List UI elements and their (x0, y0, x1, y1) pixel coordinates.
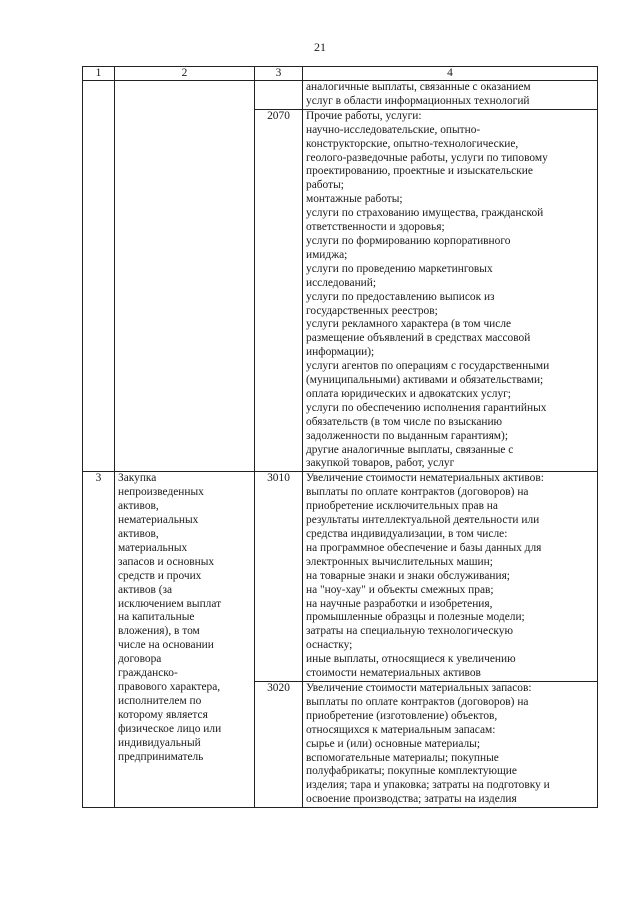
header-col-2: 2 (115, 67, 255, 81)
text-line: освоение производства; затраты на изделия (306, 793, 517, 806)
text-line: Увеличение стоимости нематериальных активов: (306, 472, 544, 485)
text-line: имиджа; (306, 248, 348, 261)
text-line: на капитальные (118, 611, 195, 624)
table-row-continuation (83, 81, 598, 110)
text-line: обязательств (в том числе по взысканию (306, 415, 503, 428)
text-line: на программное обеспечение и базы данных для (306, 541, 542, 554)
text-line: активов (за (118, 583, 173, 596)
text-line: на научные разработки и изобретения, (306, 597, 493, 610)
text-line: научно-исследовательские, опытно- (306, 123, 481, 136)
text-line: активов, (118, 500, 159, 513)
text-line: услуги по проведению маркетинговых (306, 262, 493, 275)
text-line: услуги по страхованию имущества, гражданской (306, 207, 544, 220)
text-line: результаты интеллектуальной деятельности или (306, 514, 540, 527)
text-line: которому является (118, 708, 208, 721)
text-line: приобретение (изготовление) объектов, (306, 709, 498, 722)
text-line: задолженности по выданным гарантиям); (306, 429, 508, 442)
text-line: затраты на специальную технологическую (306, 625, 513, 638)
text-line: стоимости нематериальных активов (306, 667, 481, 680)
text-line: средств и прочих (118, 569, 202, 582)
text-line: Увеличение стоимости материальных запасов: (306, 681, 532, 694)
text-line: правового характера, (118, 680, 221, 693)
text-line: относящихся к материальным запасам: (306, 723, 496, 736)
text-line: на товарные знаки и знаки обслуживания; (306, 569, 510, 582)
text-line: запасов и основных (118, 555, 215, 568)
table-row-3010 (83, 472, 598, 682)
text-line: на "ноу-хау" и объекты смежных прав; (306, 583, 494, 596)
text-line: оснастку; (306, 639, 353, 652)
text-line: услуг в области информационных технологий (306, 94, 530, 107)
text-line: гражданско- (118, 667, 178, 680)
description-3010 (303, 472, 598, 682)
text-line: Закупка (118, 472, 157, 485)
text-line: исследований; (306, 276, 377, 289)
expense-code-table (82, 66, 598, 808)
text-line: нематериальных (118, 514, 199, 527)
text-line: услуги рекламного характера (в том числе (306, 318, 512, 331)
text-line: материальных (118, 541, 188, 554)
text-line: электронных вычислительных машин; (306, 555, 493, 568)
header-col-1: 1 (83, 67, 115, 81)
code-3020: 3020 (255, 681, 303, 807)
text-line: Прочие работы, услуги: (306, 109, 422, 122)
text-line: государственных реестров; (306, 304, 438, 317)
group-name-3 (115, 472, 255, 808)
code-2070: 2070 (255, 109, 303, 472)
text-line: предприниматель (118, 750, 204, 763)
text-line: непроизведенных (118, 486, 204, 499)
cell-empty-code (255, 81, 303, 110)
text-line: (муниципальными) активами и обязательствами; (306, 374, 544, 387)
text-line: приобретение исключительных прав на (306, 500, 498, 513)
text-line: средства индивидуализации, в том числе: (306, 528, 508, 540)
text-line: выплаты по оплате контрактов (договоров) на (306, 695, 529, 708)
text-line: проектированию, проектные и изыскательские (306, 165, 533, 178)
text-line: числе на основании (118, 639, 214, 652)
text-line: физическое лицо или (118, 722, 222, 735)
text-line: выплаты по оплате контрактов (договоров) на (306, 486, 529, 499)
header-col-4: 4 (303, 67, 598, 81)
text-line: вложения), в том (118, 625, 200, 638)
text-line: договора (118, 653, 162, 666)
text-line: исполнителем по (118, 694, 202, 707)
text-line: оплата юридических и адвокатских услуг; (306, 387, 511, 400)
code-3010: 3010 (255, 472, 303, 682)
page-number: 21 (314, 40, 326, 54)
description-2070 (303, 109, 598, 472)
text-line: услуги по обеспечению исполнения гарантийных (306, 401, 547, 414)
text-line: конструкторские, опытно-технологические, (306, 137, 519, 150)
cell-empty-number (83, 81, 115, 472)
text-line: изделия; тара и упаковка; затраты на подготовку и (306, 779, 550, 792)
text-line: услуги агентов по операциям с государственными (306, 360, 550, 373)
text-line: индивидуальный (118, 736, 201, 749)
text-line: сырье и (или) основные материалы; (306, 737, 480, 750)
text-line: геолого-разведочные работы, услуги по типовому (306, 151, 548, 164)
text-line: полуфабрикаты; покупные комплектующие (306, 765, 517, 778)
text-line: исключением выплат (118, 597, 222, 610)
text-line: монтажные работы; (306, 193, 403, 206)
text-line: ответственности и здоровья; (306, 221, 445, 234)
text-line: услуги по формированию корпоративного (306, 234, 511, 247)
text-line: промышленные образцы и полезные модели; (306, 611, 525, 624)
group-number-3: 3 (83, 472, 115, 808)
text-line: информации); (306, 346, 375, 359)
description-3020 (303, 681, 598, 807)
text-line: закупкой товаров, работ, услуг (306, 457, 455, 470)
text-line: активов, (118, 528, 159, 540)
text-line: другие аналогичные выплаты, связанные с (306, 443, 514, 456)
text-line: вспомогательные материалы; покупные (306, 751, 499, 764)
cell-empty-name (115, 81, 255, 472)
text-line: аналогичные выплаты, связанные с оказанием (306, 81, 531, 93)
header-col-3: 3 (255, 67, 303, 81)
text-line: иные выплаты, относящиеся к увеличению (306, 653, 516, 666)
text-line: услуги по предоставлению выписок из (306, 290, 495, 303)
cell-continuation-text (303, 81, 598, 110)
text-line: размещение объявлений в средствах массовой (306, 332, 531, 345)
table-header-row (83, 67, 598, 81)
text-line: работы; (306, 179, 344, 192)
